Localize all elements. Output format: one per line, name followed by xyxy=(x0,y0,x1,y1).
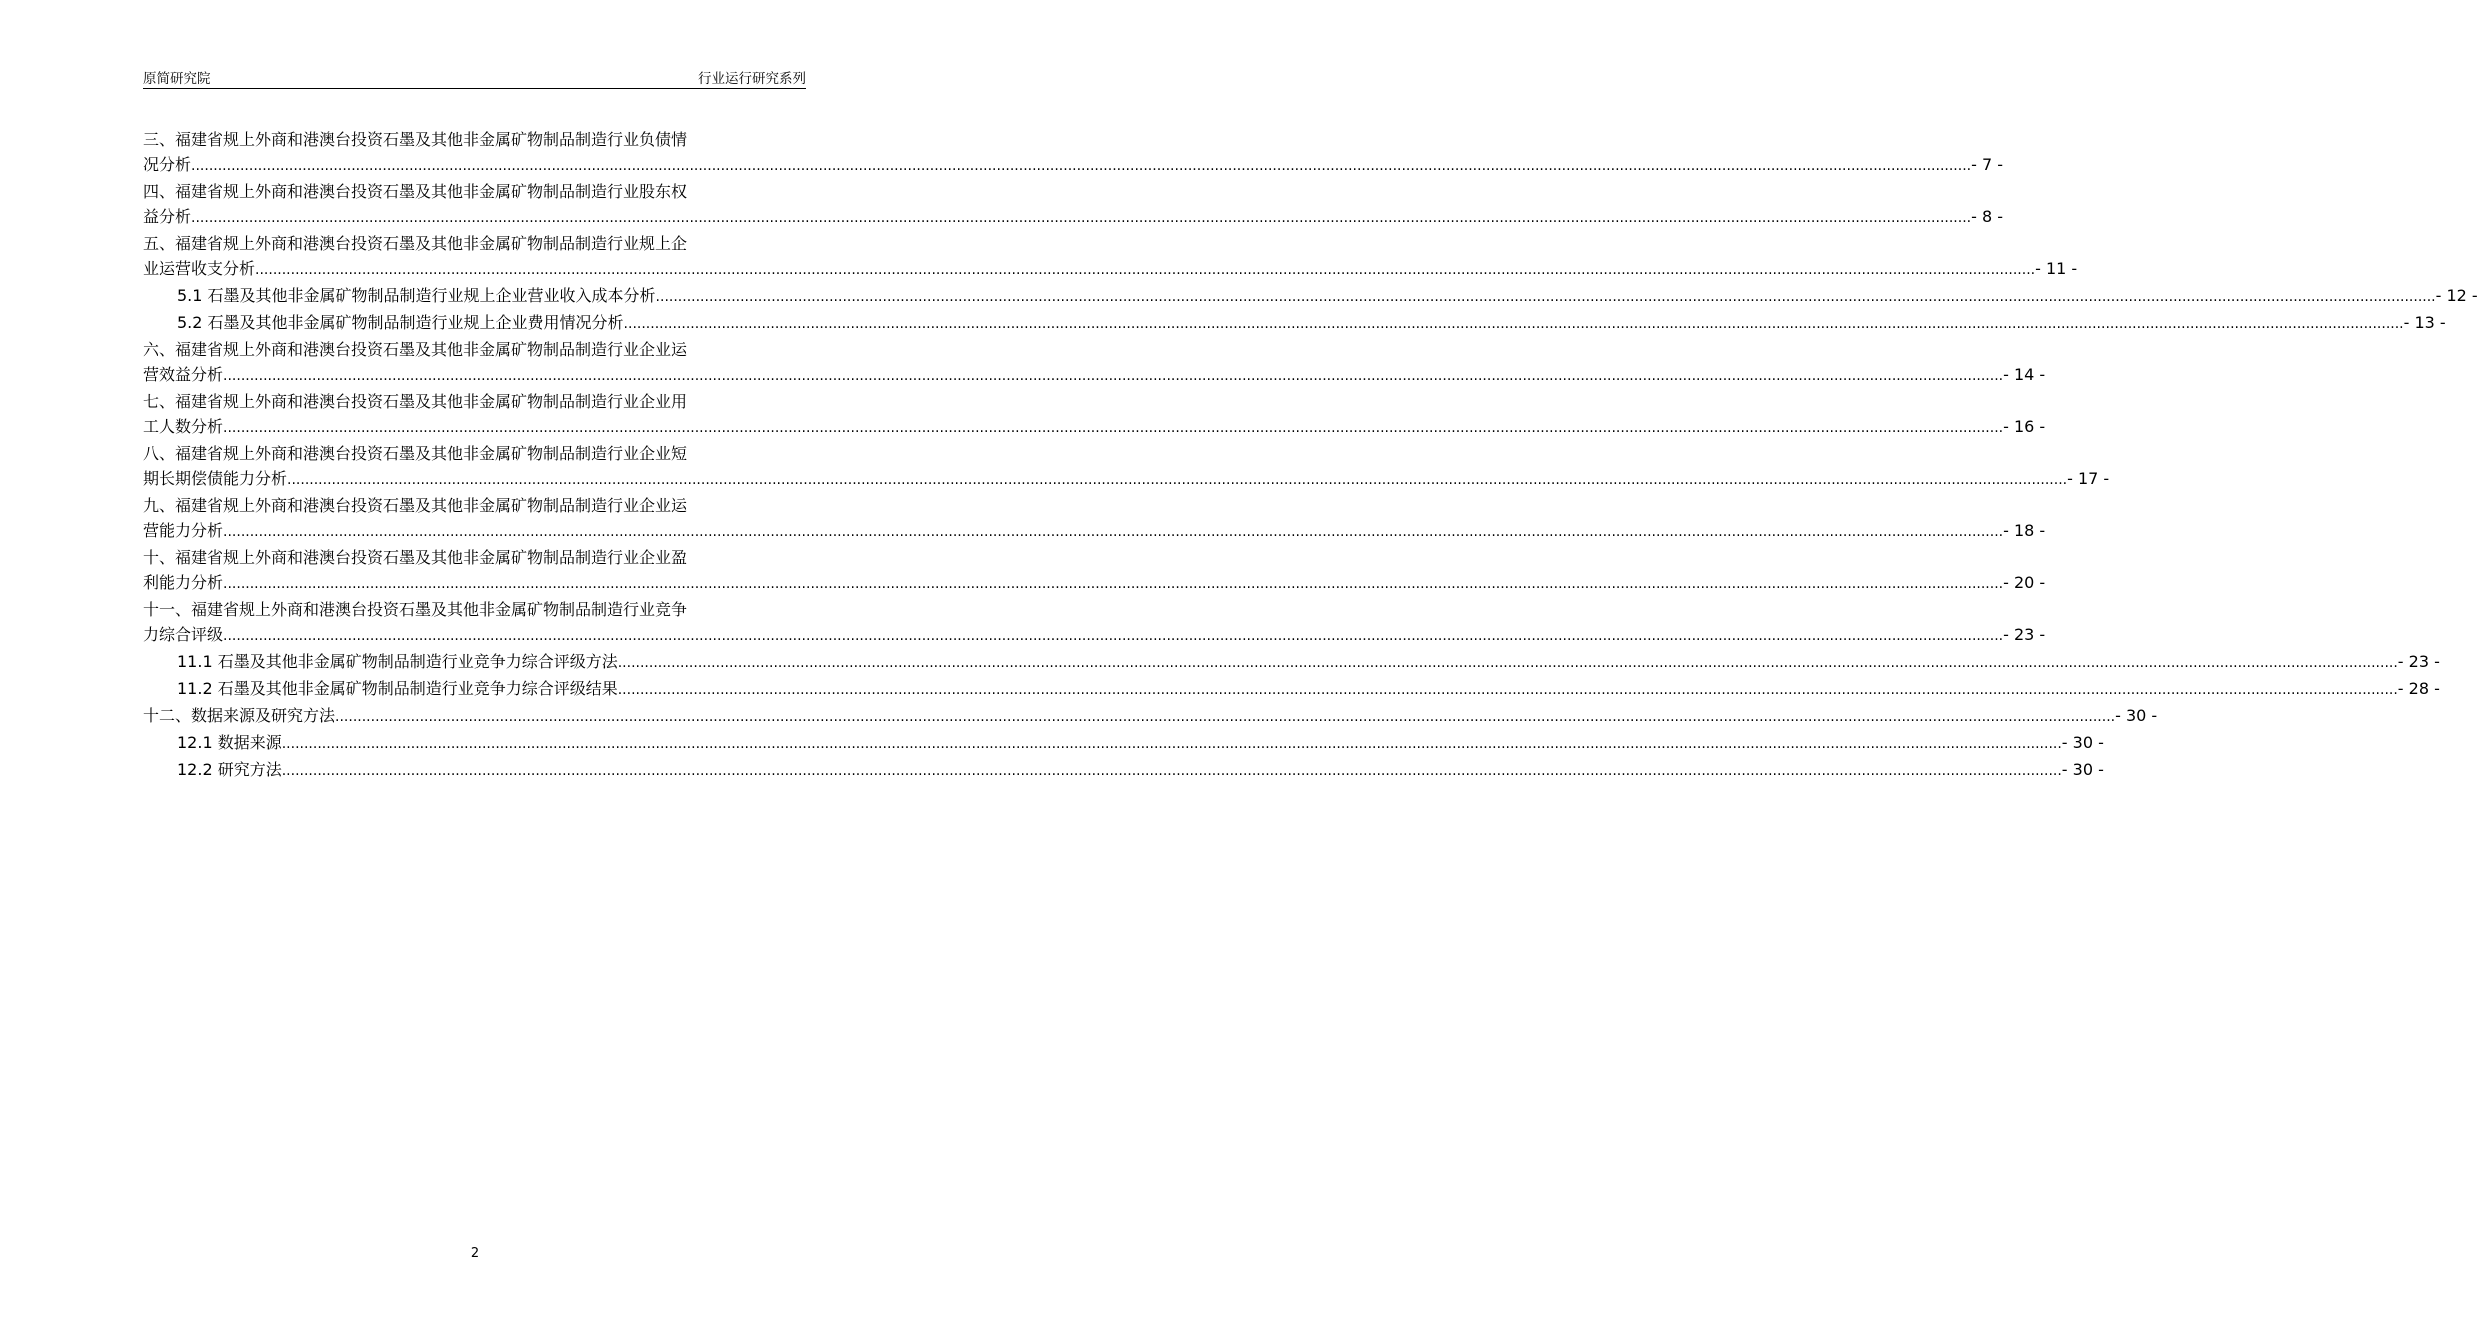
dot-leader: ................................................................................................................................................................................................................................................................................................................................................................................................................ xyxy=(287,472,2068,488)
toc-entry-page: - 17 - xyxy=(2067,469,2110,488)
toc-entry[interactable] xyxy=(143,493,2046,545)
dot-leader: ................................................................................................................................................................................................................................................................................................................................................................................................................ xyxy=(191,210,1972,226)
toc-entry[interactable] xyxy=(143,545,2046,597)
toc-entry-title-line: 九、福建省规上外商和港澳台投资石墨及其他非金属矿物制品制造行业企业运 xyxy=(143,496,688,515)
toc-entry-page: - 18 - xyxy=(2003,521,2046,540)
toc-entry-title: 11.1 石墨及其他非金属矿物制品制造行业竞争力综合评级方法 xyxy=(177,652,618,671)
toc-entry-title-line: 七、福建省规上外商和港澳台投资石墨及其他非金属矿物制品制造行业企业用 xyxy=(143,392,688,411)
toc-entry-page: - 23 - xyxy=(2003,625,2046,644)
toc-entry-title: 5.2 石墨及其他非金属矿物制品制造行业规上企业费用情况分析 xyxy=(177,313,624,332)
toc-entry-title: 期长期偿债能力分析 xyxy=(143,469,288,488)
dot-leader: ................................................................................................................................................................................................................................................................................................................................................................................................................ xyxy=(223,576,2004,592)
toc-entry-title: 营能力分析 xyxy=(143,521,224,540)
toc-entry-page: - 14 - xyxy=(2003,365,2046,384)
toc-entry-title: 况分析 xyxy=(143,155,192,174)
toc-entry[interactable] xyxy=(143,283,2478,310)
toc-entry-page: - 7 - xyxy=(1971,155,2003,174)
toc-entry-title: 业运营收支分析 xyxy=(143,259,256,278)
dot-leader: ................................................................................................................................................................................................................................................................................................................................................................................................................ xyxy=(223,368,2004,384)
toc-entry-title: 工人数分析 xyxy=(143,417,224,436)
toc-entry-title-line: 六、福建省规上外商和港澳台投资石墨及其他非金属矿物制品制造行业企业运 xyxy=(143,340,688,359)
toc-entry-page: - 30 - xyxy=(2061,733,2104,752)
dot-leader: ................................................................................................................................................................................................................................................................................................................................................................................................................ xyxy=(255,262,2036,278)
toc-entry-title: 5.1 石墨及其他非金属矿物制品制造行业规上企业营业收入成本分析 xyxy=(177,286,656,305)
dot-leader: ................................................................................................................................................................................................................................................................................................................................................................................................................ xyxy=(617,655,2398,671)
toc-entry[interactable] xyxy=(143,597,2046,649)
dot-leader: ................................................................................................................................................................................................................................................................................................................................................................................................................ xyxy=(281,763,2062,779)
dot-leader: ................................................................................................................................................................................................................................................................................................................................................................................................................ xyxy=(655,289,2436,305)
toc-entry[interactable] xyxy=(143,310,2446,337)
toc-entry-title-line: 五、福建省规上外商和港澳台投资石墨及其他非金属矿物制品制造行业规上企 xyxy=(143,234,688,253)
toc-entry-title: 12.1 数据来源 xyxy=(177,733,282,752)
toc-entry[interactable] xyxy=(143,703,2158,730)
toc-entry[interactable] xyxy=(143,676,2440,703)
dot-leader: ................................................................................................................................................................................................................................................................................................................................................................................................................ xyxy=(623,316,2404,332)
toc-entry[interactable] xyxy=(143,757,2104,784)
toc-entry[interactable] xyxy=(143,231,2078,283)
toc-entry-title-line: 八、福建省规上外商和港澳台投资石墨及其他非金属矿物制品制造行业企业短 xyxy=(143,444,688,463)
toc-entry[interactable] xyxy=(143,441,2110,493)
toc-entry-page: - 11 - xyxy=(2035,259,2078,278)
toc-entry-page: - 20 - xyxy=(2003,573,2046,592)
dot-leader: ................................................................................................................................................................................................................................................................................................................................................................................................................ xyxy=(617,682,2398,698)
toc-entry[interactable] xyxy=(143,730,2104,757)
toc-entry-page: - 12 - xyxy=(2435,286,2478,305)
toc-entry-title-line: 三、福建省规上外商和港澳台投资石墨及其他非金属矿物制品制造行业负债情 xyxy=(143,130,688,149)
dot-leader: ................................................................................................................................................................................................................................................................................................................................................................................................................ xyxy=(335,709,2116,725)
page-number: 2 xyxy=(470,1246,480,1261)
dot-leader: ................................................................................................................................................................................................................................................................................................................................................................................................................ xyxy=(223,628,2004,644)
toc-entry-title: 营效益分析 xyxy=(143,365,224,384)
toc-entry-page: - 30 - xyxy=(2115,706,2158,725)
toc-entry-title: 利能力分析 xyxy=(143,573,224,592)
toc-entry-title: 力综合评级 xyxy=(143,625,224,644)
toc-entry[interactable] xyxy=(143,337,2046,389)
toc-entry-title: 12.2 研究方法 xyxy=(177,760,282,779)
toc-entry[interactable] xyxy=(143,649,2440,676)
toc-entry-title-line: 四、福建省规上外商和港澳台投资石墨及其他非金属矿物制品制造行业股东权 xyxy=(143,182,688,201)
dot-leader: ................................................................................................................................................................................................................................................................................................................................................................................................................ xyxy=(223,524,2004,540)
dot-leader: ................................................................................................................................................................................................................................................................................................................................................................................................................ xyxy=(223,420,2004,436)
toc-entry-page: - 13 - xyxy=(2403,313,2446,332)
table-of-contents xyxy=(143,127,2478,784)
dot-leader: ................................................................................................................................................................................................................................................................................................................................................................................................................ xyxy=(281,736,2062,752)
toc-entry-title: 益分析 xyxy=(143,207,192,226)
toc-entry[interactable] xyxy=(143,389,2046,441)
toc-entry-page: - 23 - xyxy=(2397,652,2440,671)
header-publisher: 原简研究院 xyxy=(143,71,211,87)
page-header xyxy=(143,66,806,89)
toc-entry[interactable] xyxy=(143,179,2003,231)
toc-entry[interactable] xyxy=(143,127,2003,179)
header-series: 行业运行研究系列 xyxy=(698,71,806,87)
dot-leader: ................................................................................................................................................................................................................................................................................................................................................................................................................ xyxy=(191,158,1972,174)
toc-entry-title: 11.2 石墨及其他非金属矿物制品制造行业竞争力综合评级结果 xyxy=(177,679,618,698)
toc-entry-title-line: 十一、福建省规上外商和港澳台投资石墨及其他非金属矿物制品制造行业竞争 xyxy=(143,600,688,619)
toc-entry-page: - 8 - xyxy=(1971,207,2003,226)
toc-entry-title-line: 十、福建省规上外商和港澳台投资石墨及其他非金属矿物制品制造行业企业盈 xyxy=(143,548,688,567)
toc-entry-page: - 28 - xyxy=(2397,679,2440,698)
toc-entry-page: - 16 - xyxy=(2003,417,2046,436)
toc-entry-title: 十二、数据来源及研究方法 xyxy=(143,706,336,725)
toc-entry-page: - 30 - xyxy=(2061,760,2104,779)
